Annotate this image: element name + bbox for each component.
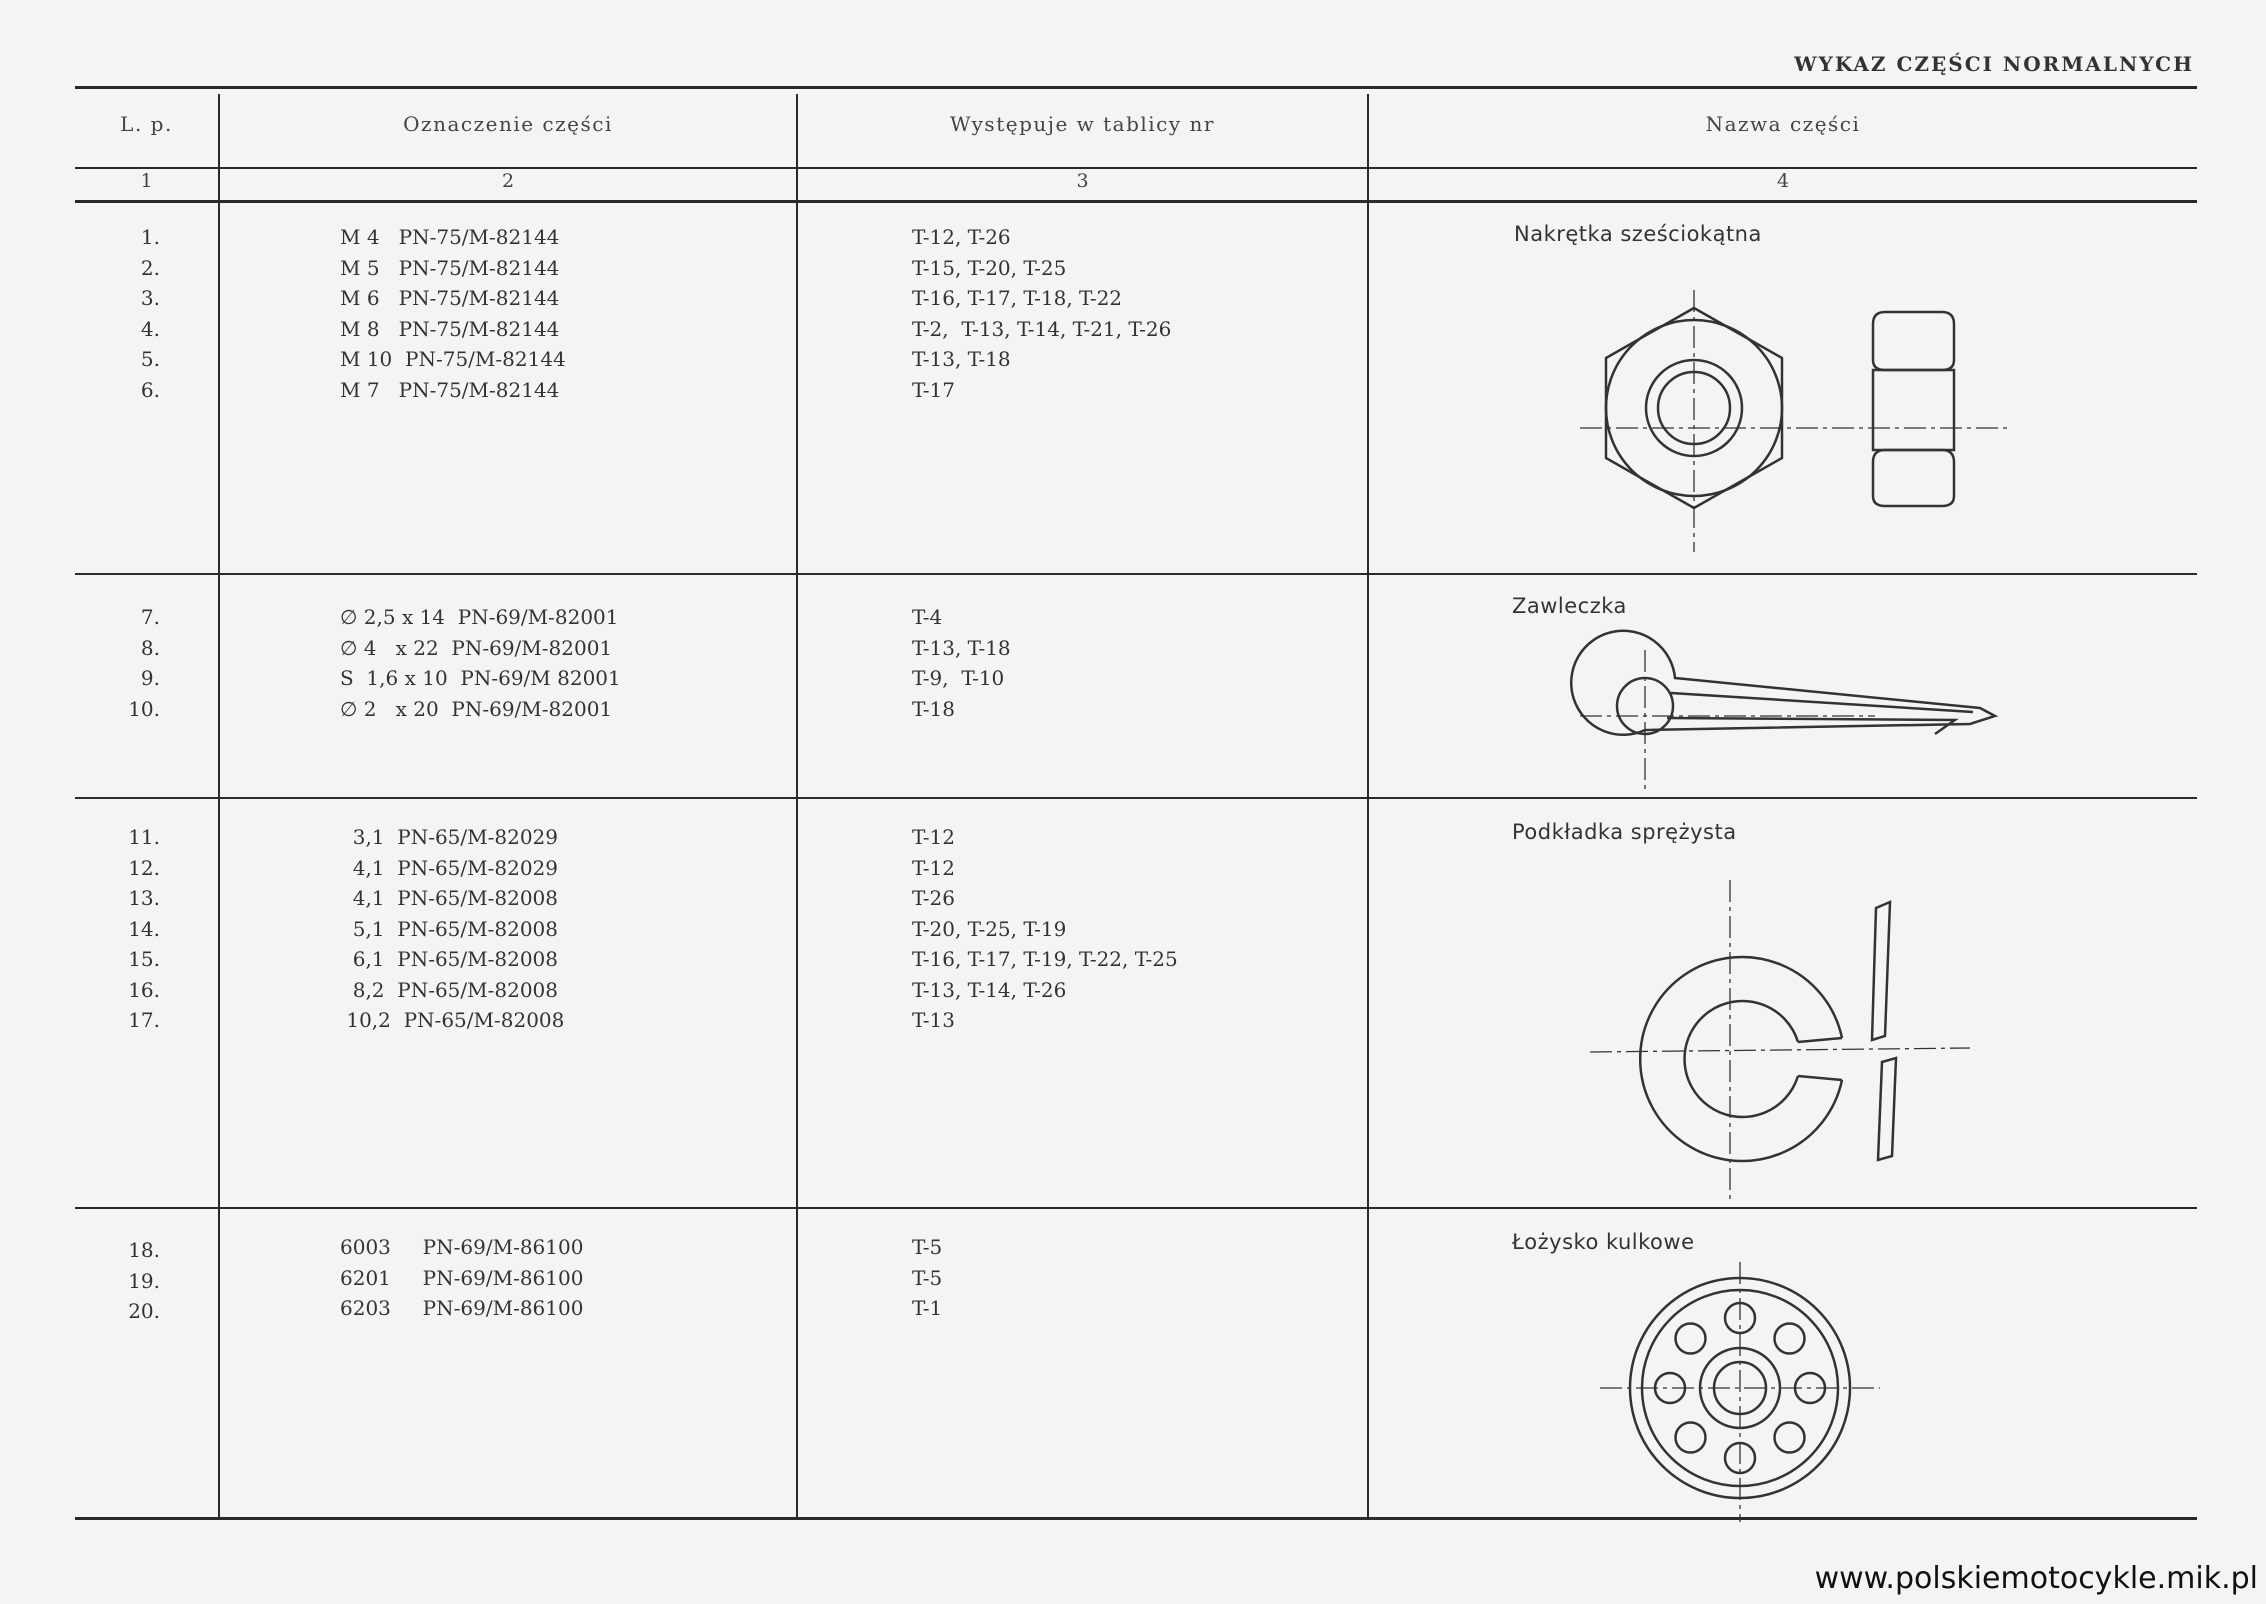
group-3-lp-list xyxy=(90,822,160,1036)
table-row-designation: 10,2 PN-65/M-82008 xyxy=(340,1008,565,1032)
table-row-tables: T-15, T-20, T-25 xyxy=(912,255,1067,280)
table-row-tables: T-18 xyxy=(912,696,955,721)
group-3-designation-list xyxy=(340,822,564,1036)
table-row-tables: T-13, T-18 xyxy=(912,635,1011,660)
table-row-designation: M 5 PN-75/M-82144 xyxy=(340,255,560,280)
table-row-lp: 8. xyxy=(140,635,160,660)
table-row-designation: ∅ 2,5 x 14 PN-69/M-82001 xyxy=(340,605,619,629)
group-2-tables-list xyxy=(912,602,1011,724)
header-rule xyxy=(75,167,2197,169)
table-row-designation: M 6 PN-75/M-82144 xyxy=(340,286,560,310)
table-row-tables: T-16, T-17, T-19, T-22, T-25 xyxy=(912,947,1178,971)
column-header-part-name: Nazwa części xyxy=(1705,112,1861,136)
column-number-4: 4 xyxy=(1776,170,1790,192)
footer-url: www.polskiemotocykle.mik.pl xyxy=(1814,1561,2258,1596)
table-row-designation: M 4 PN-75/M-82144 xyxy=(340,225,560,249)
table-row-tables: T-20, T-25, T-19 xyxy=(912,916,1067,941)
part-name-ball-bearing: Łożysko kulkowe xyxy=(1512,1230,1695,1254)
group-4-lp-list xyxy=(90,1235,160,1327)
table-row-tables: T-2, T-13, T-14, T-21, T-26 xyxy=(912,316,1172,341)
table-row-tables: T-4 xyxy=(912,605,943,629)
table-row-designation: 4,1 PN-65/M-82008 xyxy=(340,886,558,910)
table-row-tables: T-5 xyxy=(912,1265,943,1290)
table-row-lp: 19. xyxy=(128,1268,160,1293)
table-row-designation: ∅ 4 x 22 PN-69/M-82001 xyxy=(340,635,613,660)
table-row-tables: T-12 xyxy=(912,855,955,880)
group-1-lp-list xyxy=(90,222,160,405)
numbers-rule xyxy=(75,200,2197,203)
table-row-tables: T-17 xyxy=(912,377,955,402)
group-1-designation-list xyxy=(340,222,566,405)
group-divider-3 xyxy=(75,1207,2197,1209)
table-row-lp: 20. xyxy=(128,1299,160,1323)
table-row-lp: 12. xyxy=(128,855,160,880)
table-row-lp: 16. xyxy=(128,977,160,1002)
table-row-lp: 10. xyxy=(128,696,160,721)
table-row-designation: 3,1 PN-65/M-82029 xyxy=(340,825,558,849)
table-row-designation: M 10 PN-75/M-82144 xyxy=(340,347,566,371)
table-row-designation: 5,1 PN-65/M-82008 xyxy=(340,916,558,941)
column-divider-2 xyxy=(796,94,798,1518)
table-row-lp: 2. xyxy=(140,255,160,280)
table-row-designation: 6203 PN-69/M-86100 xyxy=(340,1296,584,1320)
table-row-designation: ∅ 2 x 20 PN-69/M-82001 xyxy=(340,696,613,721)
table-row-lp: 1. xyxy=(140,225,160,249)
table-row-lp: 15. xyxy=(128,947,160,971)
column-number-2: 2 xyxy=(501,170,515,192)
table-row-lp: 17. xyxy=(128,1008,160,1032)
table-row-tables: T-12 xyxy=(912,825,955,849)
top-rule xyxy=(75,86,2197,89)
group-4-designation-list xyxy=(340,1232,583,1324)
table-row-tables: T-16, T-17, T-18, T-22 xyxy=(912,286,1123,310)
table-row-tables: T-26 xyxy=(912,886,955,910)
table-row-tables: T-12, T-26 xyxy=(912,225,1011,249)
table-row-designation: M 8 PN-75/M-82144 xyxy=(340,316,560,341)
group-1-tables-list xyxy=(912,222,1171,405)
part-name-cotter-pin: Zawleczka xyxy=(1512,594,1627,618)
column-header-designation: Oznaczenie części xyxy=(403,112,613,136)
table-row-tables: T-1 xyxy=(912,1296,943,1320)
table-row-lp: 13. xyxy=(128,886,160,910)
table-row-lp: 6. xyxy=(140,377,160,402)
table-row-lp: 9. xyxy=(140,666,160,690)
group-4-tables-list xyxy=(912,1232,942,1324)
hex-nut-drawing xyxy=(1570,290,2020,560)
column-divider-3 xyxy=(1367,94,1369,1518)
column-number-3: 3 xyxy=(1076,170,1089,192)
group-2-lp-list xyxy=(90,602,160,724)
table-row-tables: T-9, T-10 xyxy=(912,666,1005,690)
table-row-tables: T-5 xyxy=(912,1235,943,1259)
table-row-designation: 6201 PN-69/M-86100 xyxy=(340,1265,584,1290)
cotter-pin-drawing xyxy=(1575,650,2015,800)
table-row-designation: 6,1 PN-65/M-82008 xyxy=(340,947,558,971)
ball-bearing-drawing xyxy=(1560,1250,1890,1530)
column-header-tables: Występuje w tablicy nr xyxy=(950,112,1215,136)
table-row-designation: S 1,6 x 10 PN-69/M 82001 xyxy=(340,666,621,690)
table-row-designation: 6003 PN-69/M-86100 xyxy=(340,1235,584,1259)
table-row-designation: 8,2 PN-65/M-82008 xyxy=(340,977,558,1002)
group-divider-1 xyxy=(75,573,2197,575)
column-number-1: 1 xyxy=(140,170,153,192)
table-row-lp: 11. xyxy=(128,825,160,849)
spring-washer-drawing xyxy=(1580,880,1980,1200)
table-row-lp: 7. xyxy=(140,605,160,629)
group-2-designation-list xyxy=(340,602,621,724)
column-header-lp: L. p. xyxy=(120,112,173,136)
table-row-tables: T-13, T-18 xyxy=(912,347,1011,371)
table-row-tables: T-13 xyxy=(912,1008,955,1032)
table-row-lp: 14. xyxy=(128,916,160,941)
table-row-lp: 4. xyxy=(140,316,160,341)
part-name-hex-nut: Nakrętka sześciokątna xyxy=(1514,222,1762,246)
table-row-lp: 5. xyxy=(140,347,160,371)
table-row-lp: 3. xyxy=(140,286,160,310)
table-row-lp: 18. xyxy=(128,1238,160,1262)
group-3-tables-list xyxy=(912,822,1178,1036)
page-header: WYKAZ CZĘŚCI NORMALNYCH xyxy=(1794,52,2194,76)
table-row-designation: 4,1 PN-65/M-82029 xyxy=(340,855,558,880)
table-row-designation: M 7 PN-75/M-82144 xyxy=(340,377,560,402)
table-row-tables: T-13, T-14, T-26 xyxy=(912,977,1067,1002)
part-name-spring-washer: Podkładka sprężysta xyxy=(1512,820,1737,844)
column-divider-1 xyxy=(218,94,220,1518)
